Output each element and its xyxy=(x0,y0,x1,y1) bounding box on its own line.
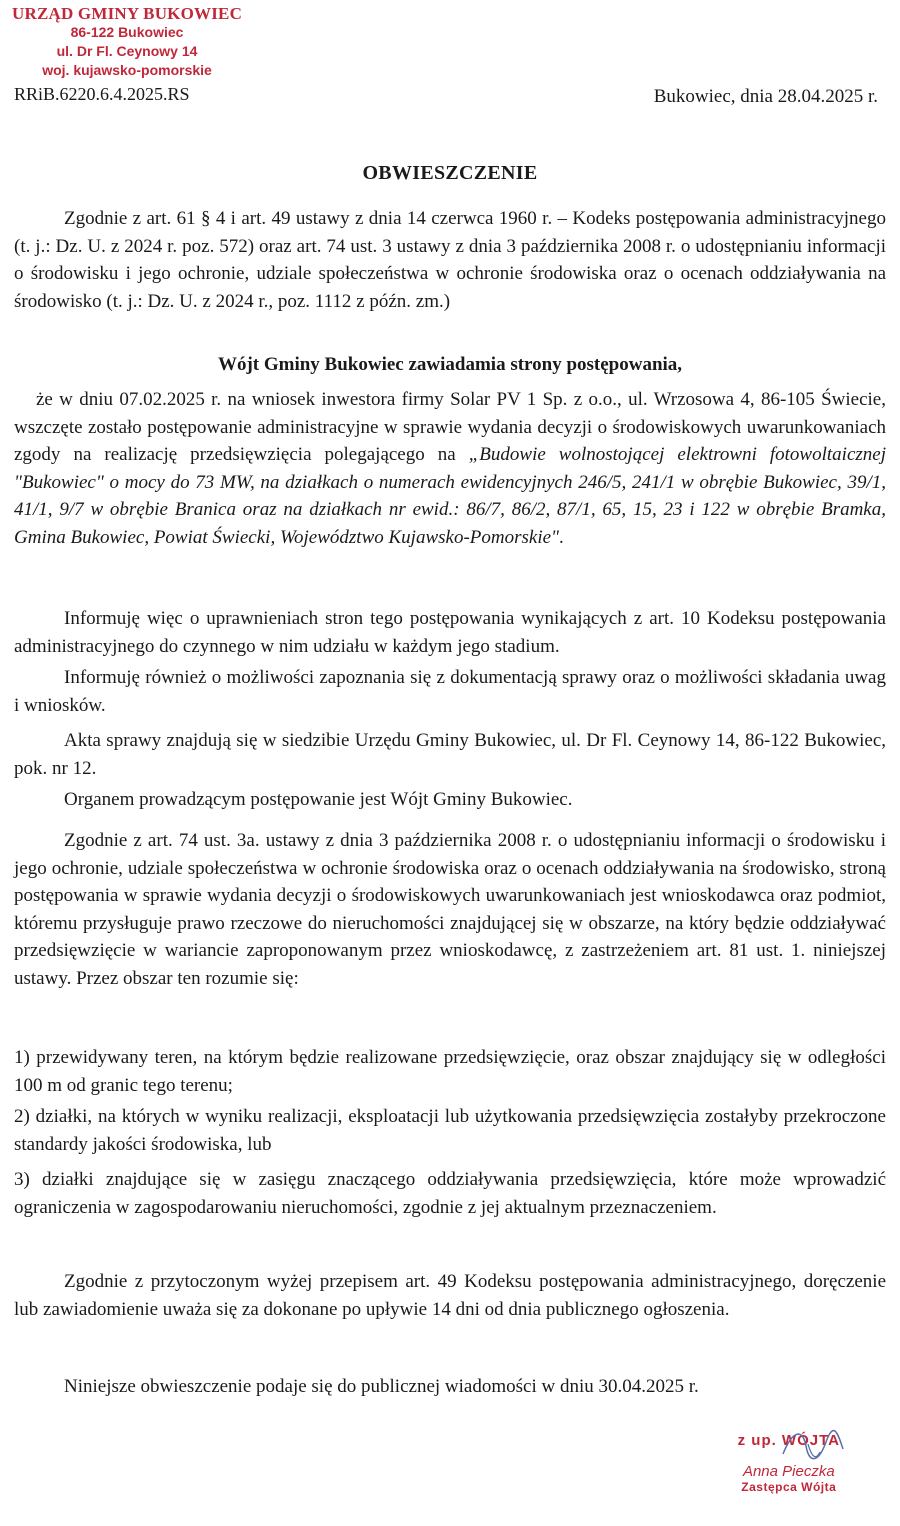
signature-name: Anna Pieczka xyxy=(742,1463,835,1480)
stamp-voivodeship: woj. kujawsko-pomorskie xyxy=(42,62,212,78)
list-item-area-2: 2) działki, na których w wyniku realizacji, eksploatacji lub użytkowania przedsięwzięcia zostałyby przekroczone standardy jakości środowiska, lub xyxy=(14,1106,886,1155)
list-item-area-1: 1) przewidywany teren, na którym będzie realizowane przedsięwzięcie, oraz obszar znajdujący się w odległości 100 m od granic tego terenu; xyxy=(14,1047,886,1096)
paragraph-proceeding xyxy=(14,386,886,551)
stamp-title: URZĄD GMINY BUKOWIEC xyxy=(12,4,243,23)
paragraph-proceeding-end: . xyxy=(559,526,564,548)
project-description: „Budowie wolnostojącej elektrowni fotowoltaicznej "Bukowiec" o mocy do 73 MW, na działkach o numerach ewidencyjnych 246/5, 241/1 w obrębie Bukowiec, 39/1, 41/1, 9/7 w obrębie Branica oraz na działkach nr ewid.: 86/7, 86/2, 87/1, 65, 15, 23 i 122 w obrębie Bramka, Gmina Bukowiec, Powiat Świecki, Województwo Kujawsko-Pomorskie" xyxy=(14,444,886,548)
signature-role: z up. WÓJTA xyxy=(737,1432,840,1449)
notice-subheading: Wójt Gminy Bukowiec zawiadamia strony postępowania, xyxy=(217,354,683,375)
document-date: Bukowiec, dnia 28.04.2025 r. xyxy=(653,86,878,107)
paragraph-rights: Informuję więc o uprawnieniach stron tego postępowania wynikających z art. 10 Kodeksu postępowania administracyjnego do czynnego w nim udziału w każdym jego stadium. xyxy=(14,608,886,657)
paragraph-delivery: Zgodnie z przytoczonym wyżej przepisem art. 49 Kodeksu postępowania administracyjnego, doręczenie lub zawiadomienie uważa się za dokonane po upływie 14 dni od dnia publicznego ogłoszenia. xyxy=(14,1271,886,1320)
signature-position: Zastępca Wójta xyxy=(741,1480,837,1494)
paragraph-documentation: Informuję również o możliwości zapoznania się z dokumentacją sprawy oraz o możliwości składania uwag i wniosków. xyxy=(14,667,886,716)
office-stamp xyxy=(12,4,242,80)
handwritten-signature-icon xyxy=(778,1424,848,1474)
paragraph-authority: Organem prowadzącym postępowanie jest Wójt Gminy Bukowiec. xyxy=(64,789,573,810)
paragraph-case-files: Akta sprawy znajdują się w siedzibie Urzędu Gminy Bukowiec, ul. Dr Fl. Ceynowy 14, 86-122 Bukowiec, pok. nr 12. xyxy=(14,730,886,779)
paragraph-legal-basis: Zgodnie z art. 61 § 4 i art. 49 ustawy z dnia 14 czerwca 1960 r. – Kodeks postępowania administracyjnego (t. j.: Dz. U. z 2024 r. poz. 572) oraz art. 74 ust. 3 ustawy z dnia 3 października 2008 r. o udostępnianiu informacji o środowisku i jego ochronie, udziale społeczeństwa w ochronie środowiska oraz o ocenach oddziaływania na środowisko (t. j.: Dz. U. z 2024 r., poz. 1112 z późn. zm.) xyxy=(14,208,886,312)
reference-number: RRiB.6220.6.4.2025.RS xyxy=(14,84,190,104)
paragraph-proceeding-lead: że w dniu 07.02.2025 r. na wniosek inwestora firmy Solar PV 1 Sp. z o.o., ul. Wrzosowa 4, 86-105 Świecie, wszczęte zostało postępowanie administracyjne w sprawie wydania decyzji o środowiskowych uwarunkowaniach zgody na realizację przedsięwzięcia polegającego na xyxy=(14,389,886,465)
list-item-area-3: 3) działki znajdujące się w zasięgu znaczącego oddziaływania przedsięwzięcia, które może wprowadzić ograniczenia w zagospodarowaniu nieruchomości, zgodnie z jej aktualnym przeznaczeniem. xyxy=(14,1169,886,1218)
paragraph-publication: Niniejsze obwieszczenie podaje się do publicznej wiadomości w dniu 30.04.2025 r. xyxy=(64,1376,699,1397)
page-title: OBWIESZCZENIE xyxy=(362,162,538,184)
paragraph-party-definition: Zgodnie z art. 74 ust. 3a. ustawy z dnia 3 października 2008 r. o udostępnianiu informacji o środowisku i jego ochronie, udziale społeczeństwa w ochronie środowiska oraz o ocenach oddziaływania na środowisko, stroną postępowania w sprawie wydania decyzji o środowiskowych uwarunkowaniach jest wnioskodawca oraz podmiot, któremu przysługuje prawo rzeczowe do nieruchomości znajdującej się w obszarze, na który będzie oddziaływać przedsięwzięcie w wariancie zaproponowanym przez wnioskodawcę, z zastrzeżeniem art. 81 ust. 1. niniejszej ustawy. Przez obszar ten rozumie się: xyxy=(14,830,886,989)
signature-stamp xyxy=(738,1432,840,1494)
stamp-postcode: 86-122 Bukowiec xyxy=(70,24,184,40)
stamp-street: ul. Dr Fl. Ceynowy 14 xyxy=(56,43,198,59)
